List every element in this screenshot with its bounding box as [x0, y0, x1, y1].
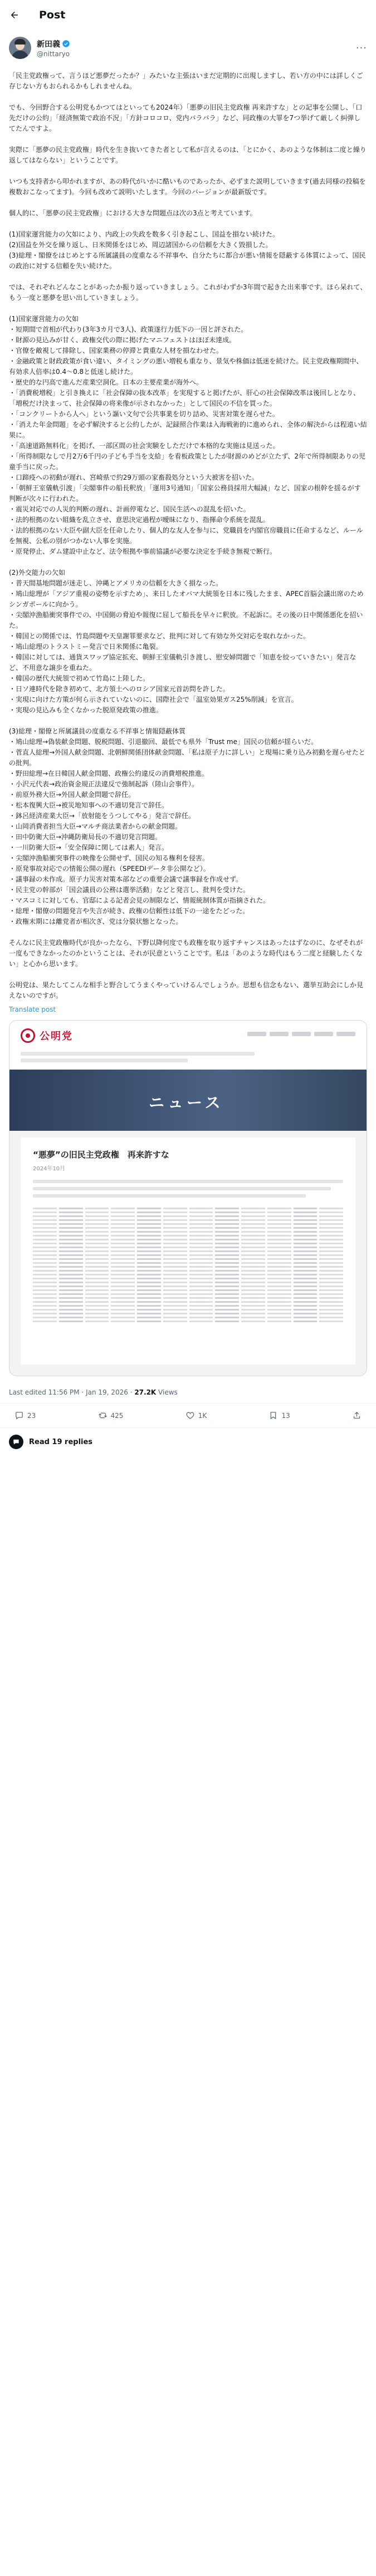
- post-timestamp[interactable]: Last edited 11:56 PM · Jan 19, 2026: [9, 1388, 128, 1396]
- post-paragraph-5: 個人的に、「悪夢の民主党政権」における大きな問題点は次の3点と考えています。: [9, 209, 257, 217]
- attached-image[interactable]: [9, 1020, 367, 1376]
- author-info: [37, 38, 70, 58]
- share-icon: [352, 1411, 362, 1420]
- section-diplomacy: (2)外交能力の欠如 ・普天間基地問題が迷走し、沖縄とアメリカの信頼を大きく損なった。 ・鳩山総理が「アジア重視の姿勢を示すため」、来日したオバマ大統領を日本に残したまま、APEC首脳会議出席のためシンガポールに向かう。 ・尖閣沖漁船衝突事件での、中国側の脅迫や報復に屈して船長を早々に釈放。不起訴に。その後の日中関係悪化を招いた。 ・韓国との関係では、竹島問題や天皇謝罪要求など、批判に対して有効な外交対応を取れなかった。 ・鳩山総理のトラストミー発言で日米関係に亀裂。 ・韓国に対しては、通貨スワップ協定拡充、朝鮮王室儀軌引き渡し、慰安婦問題で「知恵を絞っていきたい」発言など、不用意な譲歩を重ねた。 ・韓国の歴代大統領で初めて竹島に上陸した。 ・日ソ連時代を除き初めて、北方領土へのロシア国家元首訪問を許した。 ・実現に向けた方策が何ら示されていないのに、国際社会で「温室効果ガス25%削減」を宣言。 ・実現の見込みも全くなかった脱原発政策の推進。: [9, 569, 364, 714]
- avatar[interactable]: [9, 37, 31, 59]
- back-arrow-icon[interactable]: [9, 9, 20, 21]
- replies-icon: [9, 1435, 23, 1449]
- translate-post-link[interactable]: Translate post: [9, 1006, 56, 1013]
- article-headline: “悪夢”の旧民主党政権 再来許すな: [33, 1150, 169, 1160]
- bookmark-count: 13: [281, 1411, 290, 1420]
- like-count: 1K: [198, 1411, 207, 1420]
- article-date: 2024年10月: [33, 1166, 66, 1172]
- post-text: [0, 63, 376, 1001]
- closing-paragraph-1: そんなに民主党政権時代が良かったなら、下野以降何度でも政権を取り返すチャンスはあったはずなのに、なぜそれが一度もできなかったのかということは、それが民意ということです。私は「あのような時代はもう二度と経験したくない」と心から思います。: [9, 939, 363, 968]
- article-lead-text: [33, 1180, 343, 1198]
- article-card: [21, 1137, 355, 1365]
- author-handle[interactable]: @nittaryo: [37, 50, 70, 58]
- section-scandals: (3)総理・閣僚と所属議員の度重なる不祥事と情報隠蔽体質 ・鳩山総理→偽装献金問題、脱税問題、引退撤回、最低でも県外「Trust me」国民の信頼が揺らいだ。 ・菅直人総理→外国人献金問題、北朝鮮関係団体献金問題、「私は原子力に詳しい」と現場に乗り込み初動を遅らせたとの批判。 ・野田総理→在日韓国人献金問題、政権公約違反の消費増税推進。 ・小沢元代表→政治資金規正法違反で強制起訴（陸山会事件）。 ・前原外務大臣→外国人献金問題で辞任。 ・松本復興大臣→被災地知事への不適切発言で辞任。 ・鉢呂経済産業大臣→「放射能をうつしてやる」発言で辞任。 ・山岡消費者担当大臣→マルチ商法業者からの献金問題。 ・田中防衛大臣→沖縄防衛局長の不適切発言問題。 ・一川防衛大臣→「安全保障に関しては素人」発言。 ・尖閣沖漁船衝突事件の映像を公開せず、国民の知る権利を侵害。 ・原発事故対応での情報公開の遅れ（SPEEDIデータ非公開など）。 ・議事録の未作成。原子力災害対策本部などの重要会議で議事録を作成せず。 ・民主党の幹部が「国会議員の公務は選挙活動」などと発言し、批判を受けた。 ・マスコミに対しても、官邸による記者会見の制限など、情報統制体質が指摘された。 ・総理・閣僚の問題発言や失言が続き、政権の信頼性は低下の一途をたどった。 ・政権末期には離党者が相次ぎ、党は分裂状態となった。: [9, 727, 365, 925]
- post-paragraph-6: (1)国家運営能力の欠如により、内政上の失政を数多く引き起こし、国益を損ない続けた。 (2)国益を外交を繰り返し、日米関係をはじめ、周辺諸国からの信頼を大きく毀損した。 (3)総理・閣僚をはじめとする所属議員の度重なる不祥事や、自分たちに都合が悪い情報を隠蔽する体質によって、国民の政治に対する信頼を失い続けた。: [9, 230, 366, 270]
- page-title: Post: [39, 8, 66, 21]
- newspaper-clipping: [33, 1208, 343, 1324]
- heart-icon: [185, 1411, 195, 1420]
- post-paragraph-4: いつも支持者から叩かれますが、あの時代がいかに酷いものであったか、必ずまた説明していきます(過去同様の投稿を複数おこなってます)。今回も改めて説明いたします。今回のバージョンが最新版です。: [9, 178, 366, 196]
- author-name[interactable]: 新田義: [37, 40, 60, 49]
- bookmark-icon: [268, 1411, 278, 1420]
- site-name: 公明党: [40, 1031, 73, 1042]
- views-label: Views: [158, 1388, 178, 1396]
- share-button[interactable]: [352, 1411, 362, 1420]
- site-nav-bar-2: [21, 1058, 188, 1062]
- repost-button[interactable]: [98, 1411, 124, 1420]
- repost-count: 425: [110, 1411, 124, 1420]
- views-count: 27.2K: [134, 1388, 157, 1396]
- site-nav: [247, 1032, 355, 1036]
- top-bar: [0, 0, 376, 29]
- verified-badge-icon: [62, 40, 70, 48]
- read-replies-label: Read 19 replies: [29, 1437, 93, 1446]
- post-paragraph-1: 「民主党政権って、言うほど悪夢だったか？」みたいな主張はいまだ定期的に出現しますし、若い方の中には詳しくご存じない方もおられるかもしれませんね。: [9, 72, 363, 90]
- author-row: [0, 29, 376, 63]
- reply-count: 23: [27, 1411, 36, 1420]
- closing-paragraph-2: 公明党は、果たしてこんな相手と野合してうまくやっていけるんでしょうか。思想も信念もない、選挙互助会にしか見えないのですが。: [9, 981, 364, 999]
- repost-icon: [98, 1411, 108, 1420]
- post-paragraph-7: では、それぞれどんなことがあったか振り返っていきましょう。これがわずか3年間で起きた出来事です。ほら呆れて、もう一度と悪夢を思い出していきましょう。: [9, 283, 367, 302]
- post-meta: Last edited 11:56 PM · Jan 19, 2026 · 27.2K Views: [0, 1382, 376, 1403]
- reply-button[interactable]: [14, 1411, 36, 1420]
- post-paragraph-3: 実際に「悪夢の民主党政権」時代を生き抜いてきた者として私が言えるのは、「とにかく、あのような体制は二度と繰り返してはならない」ということです。: [9, 146, 367, 164]
- site-nav-bar: [21, 1052, 255, 1056]
- action-bar: [0, 1403, 376, 1428]
- like-button[interactable]: [185, 1411, 207, 1420]
- party-logo-icon: [21, 1028, 35, 1043]
- hero-label: ニュース: [149, 1094, 224, 1112]
- post-paragraph-2: でも、今回野合する公明党もかつてはといっても2024年）「悪夢の旧民主党政権 再来許すな」との記事を公開し、「口先だけの公約」「経済無策で政治不況」「方針コロコロ、党内バラバラ」など、同政権の大罪を7つ挙げて厳しく糾弾してたんですよ。: [9, 104, 363, 132]
- reply-icon: [14, 1411, 24, 1420]
- bookmark-button[interactable]: [268, 1411, 290, 1420]
- author-name-row: [37, 38, 70, 50]
- site-header: [9, 1021, 367, 1070]
- more-options-icon[interactable]: ···: [355, 42, 367, 54]
- section-domestic: (1)国家運営能力の欠如 ・短期間で首相が代わり(3年3カ月で3人)、政策遂行力低下の一因と評された。 ・財源の見込みが甘く、政権交代の際に掲げたマニフェストはほぼ未達成。 ・官僚を敵視して排除し、国家業務の停滞と貴重な人材を損なわせた。 ・金融政策と財政政策が食い違い、タイミングの悪い増税も重なり、景気や株価は低迷を続けた。民主党政権期間中、有効求人倍率は0.4〜0.8と低迷し続けた。 ・歴史的な円高で進んだ産業空洞化。日本の主要産業が海外へ。 ・「消費税増税」と引き換えに「社会保障の抜本改革」を実現すると掲げたが、肝心の社会保障改革は後回しとなり、「増税だけ決まって、社会保障の将来像が示されなかった」として国民の不信を買った。 ・「コンクリートから人へ」という謳い文句で公共事業を切り詰め、災害対策を遅らせた。 ・「消えた年金問題」を必ず解決すると公約したが、記録照合作業は入海戦術的に進められ、全体の解決からは程遠い結果に。 ・「高速道路無料化」を掲げ、一部区間の社会実験をしただけで本格的な実施は見送った。 ・「所得制限なしで月2万6千円の子ども手当を支給」を看板政策としたが財源のめどが立たず、2年で所得制限ありの児童手当に戻った。 ・口蹄疫への初動が遅れ、宮崎県で約29万頭の家畜殺処分という大被害を招いた。 ・「朝鮮王室儀軌引渡」「尖閣事件の船長釈放」「運用3号通知」「国家公務員採用大幅減」など、国家の根幹を揺るがす判断が次々に行われた。 ・震災対応での人災的判断の遅れ、計画停電など、国民生活への混乱を招いた。 ・法的根拠のない組織を乱立させ、意思決定過程が曖昧になり、指揮命令系統を混乱。 ・法的根拠のない大臣や副大臣を任命したり、個人的な友人を参与に、党職員を内閣官房職員に任命するなど、ルールを無視、公私の別がつかない人事を実施。 ・原発停止、ダム建設中止など、法令根拠や事前協議が必要な決定を手続き無視で断行。: [9, 315, 367, 555]
- news-hero-banner: [9, 1070, 367, 1131]
- read-replies-button[interactable]: [0, 1428, 376, 1456]
